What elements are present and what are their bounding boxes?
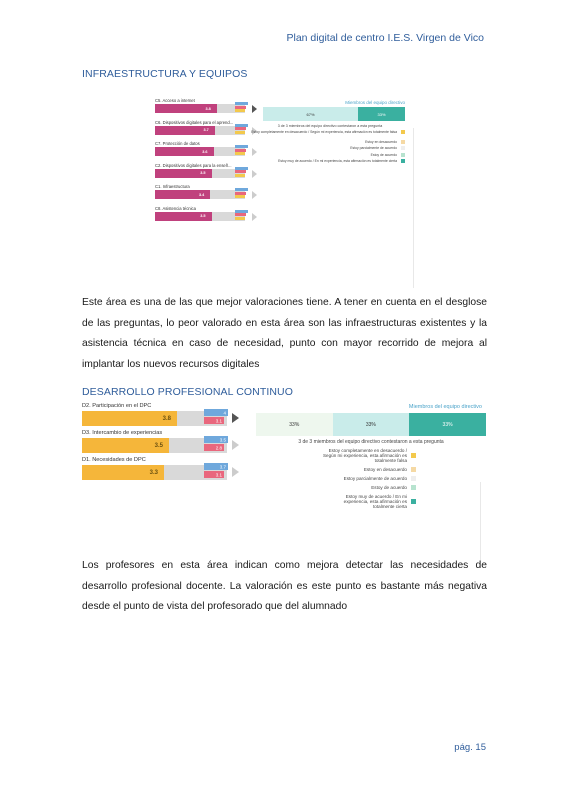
- comparison-bar: [235, 102, 248, 105]
- question-bar-track: [155, 212, 245, 221]
- legend-swatch: [401, 146, 405, 150]
- question-value: 3.6: [202, 149, 208, 154]
- legend-title: Miembros del equipo directivo: [408, 404, 482, 410]
- expand-arrow-icon: [232, 440, 239, 450]
- question-bar-track: [155, 169, 245, 178]
- comparison-bar: [235, 210, 248, 213]
- comparison-bar: [235, 195, 245, 198]
- comparison-bar: [204, 409, 228, 416]
- question-bar-track: [155, 126, 245, 135]
- comparison-bar: [204, 463, 228, 470]
- response-legend: [256, 448, 486, 518]
- comparison-bar: [235, 109, 245, 112]
- page-number: pág. 15: [454, 742, 486, 753]
- section-title-dpc: DESARROLLO PROFESIONAL CONTINUO: [82, 386, 293, 398]
- legend-swatch: [401, 153, 405, 157]
- response-segment: 33%: [358, 107, 405, 121]
- legend-label: Estoy completamente en desacuerdo / Según mi experiencia, esta afirmación es totalmente falsa: [251, 130, 397, 134]
- comparison-bar: [235, 213, 246, 216]
- legend-swatch: [411, 467, 416, 472]
- comparison-value: 3.7: [219, 464, 226, 469]
- infraestructura-chart-panel: [155, 98, 415, 288]
- question-bar: [155, 126, 215, 135]
- legend-swatch: [401, 159, 405, 163]
- comparison-bar: [235, 167, 248, 170]
- legend-label: Estoy de acuerdo: [370, 152, 397, 157]
- response-bar: [263, 107, 405, 121]
- legend-swatch: [401, 140, 405, 144]
- response-segment: 33%: [256, 413, 333, 436]
- expand-arrow-icon: [252, 213, 257, 221]
- expand-arrow-icon: [232, 413, 239, 423]
- paragraph-dpc: Los profesores en esta área indican como mejora detectar las necesidades de desarrollo profesional docente. La valoración es este punto es bastante más negativa desde el punto de vista del profesorado que del alumnado: [82, 560, 487, 612]
- comparison-bar: [235, 127, 246, 130]
- question-value: 3.5: [200, 171, 206, 175]
- legend-item: [322, 494, 416, 509]
- response-segment: 67%: [263, 107, 358, 121]
- comparison-bar: [235, 145, 248, 148]
- question-bar-track: [155, 104, 245, 113]
- comparison-bar: [235, 188, 248, 191]
- legend-swatch: [401, 130, 405, 134]
- comparison-value: 4: [223, 410, 226, 415]
- comparison-bar: [235, 152, 245, 155]
- legend-label: Estoy completamente en desacuerdo / Según mi experiencia, esta afirmación es totalmente falsa: [322, 448, 407, 463]
- comparison-bar: [204, 471, 224, 478]
- legend-label: Estoy muy de acuerdo / En mi experiencia, esta afirmación es totalmente cierta: [278, 159, 397, 163]
- question-bar: [82, 438, 169, 453]
- response-segment: 33%: [409, 413, 486, 436]
- question-bar: [82, 411, 177, 426]
- expand-arrow-icon: [232, 467, 239, 477]
- comparison-bar: [235, 124, 248, 127]
- comparison-bar: [235, 174, 245, 177]
- question-value: 3.3: [149, 469, 158, 476]
- legend-swatch: [411, 485, 416, 490]
- question-bar: [155, 190, 210, 199]
- question-value: 3.5: [154, 442, 163, 449]
- comparison-value: 2.8: [215, 445, 222, 450]
- comparison-bar: [235, 192, 246, 195]
- section-title-infraestructura: INFRAESTRUCTURA Y EQUIPOS: [82, 68, 248, 80]
- legend-item: [364, 467, 416, 472]
- comparison-bar: [204, 444, 224, 451]
- question-label: C8. Asistencia técnica: [155, 205, 196, 211]
- comparison-value: 3.1: [215, 418, 222, 423]
- legend-item: [278, 159, 405, 163]
- response-bar: [256, 413, 486, 436]
- legend-swatch: [411, 476, 416, 481]
- legend-title: Miembros del equipo directivo: [345, 100, 405, 105]
- legend-swatch: [411, 453, 416, 458]
- comparison-bar: [235, 106, 246, 109]
- legend-label: Estoy muy de acuerdo / En mi experiencia, esta afirmación es totalmente cierta: [343, 494, 407, 509]
- comparison-bar: [235, 131, 245, 134]
- question-bar: [82, 465, 164, 480]
- legend-item: [251, 130, 405, 134]
- question-bar-track: [155, 190, 245, 199]
- comparison-bar: [204, 436, 228, 443]
- question-bar: [155, 147, 214, 156]
- response-legend: [251, 130, 405, 170]
- question-value: 3.5: [200, 214, 206, 218]
- dpc-chart-panel: [82, 402, 487, 567]
- document-header: Plan digital de centro I.E.S. Virgen de Vico: [286, 32, 484, 44]
- legend-item: [350, 146, 405, 150]
- comparison-bar: [204, 417, 224, 424]
- comparison-value: 3.5: [219, 437, 226, 442]
- question-label: C2. Dispositivos digitales para la enseñ...: [155, 162, 232, 168]
- question-label: C5. Acceso a internet: [155, 98, 195, 103]
- expand-arrow-icon: [252, 105, 257, 113]
- comparison-bar: [235, 217, 245, 220]
- expand-arrow-icon: [252, 191, 257, 199]
- legend-label: Estoy de acuerdo: [371, 485, 407, 490]
- question-bar-track: [155, 147, 245, 156]
- expand-arrow-icon: [252, 170, 257, 178]
- question-bar: [155, 212, 212, 221]
- legend-item: [371, 153, 405, 157]
- question-value: 3.7: [203, 128, 209, 132]
- paragraph-infraestructura: Este área es una de las que mejor valoraciones tiene. A tener en cuenta en el desglose de las preguntas, lo peor valorado en esta área son las infraestructuras existentes y la asistencia técnica en caso de necesidad, punto con mayor recorrido de mejora al implantar los nuevos recursos digitales: [82, 297, 487, 370]
- legend-label: Estoy en desacuerdo: [365, 139, 397, 144]
- question-bar: [155, 104, 217, 113]
- question-label: D3. Intercambio de experiencias: [82, 430, 163, 436]
- comparison-value: 3.1: [215, 472, 222, 477]
- question-label: C1. Infraestructura: [155, 184, 190, 189]
- legend-item: [365, 140, 405, 144]
- legend-item: [371, 485, 416, 490]
- divider: [480, 482, 481, 567]
- comparison-bar: [235, 170, 246, 173]
- legend-label: Estoy en desacuerdo: [363, 467, 407, 472]
- legend-item: [322, 448, 416, 463]
- question-value: 3.8: [205, 106, 211, 111]
- question-label: D1. Necesidades de DPC: [82, 457, 146, 463]
- question-label: D2. Participación en el DPC: [82, 403, 152, 409]
- legend-label: Estoy parcialmente de acuerdo: [350, 146, 397, 150]
- response-note: 3 de 3 miembros del equipo directivo contestaron a esta pregunta: [277, 124, 383, 128]
- legend-swatch: [411, 499, 416, 504]
- legend-item: [344, 476, 416, 481]
- divider: [413, 128, 414, 288]
- question-label: C6. Dispositivos digitales para el aprend...: [155, 119, 234, 125]
- question-label: C7. Protección de datos: [155, 141, 200, 146]
- question-value: 3.4: [198, 192, 205, 197]
- question-bar: [155, 169, 212, 178]
- comparison-bar: [235, 149, 246, 152]
- question-value: 3.8: [162, 415, 171, 422]
- response-note: 3 de 3 miembros del equipo directivo contestaron a esta pregunta: [298, 439, 444, 445]
- legend-label: Estoy parcialmente de acuerdo: [343, 476, 407, 481]
- response-segment: 33%: [333, 413, 410, 436]
